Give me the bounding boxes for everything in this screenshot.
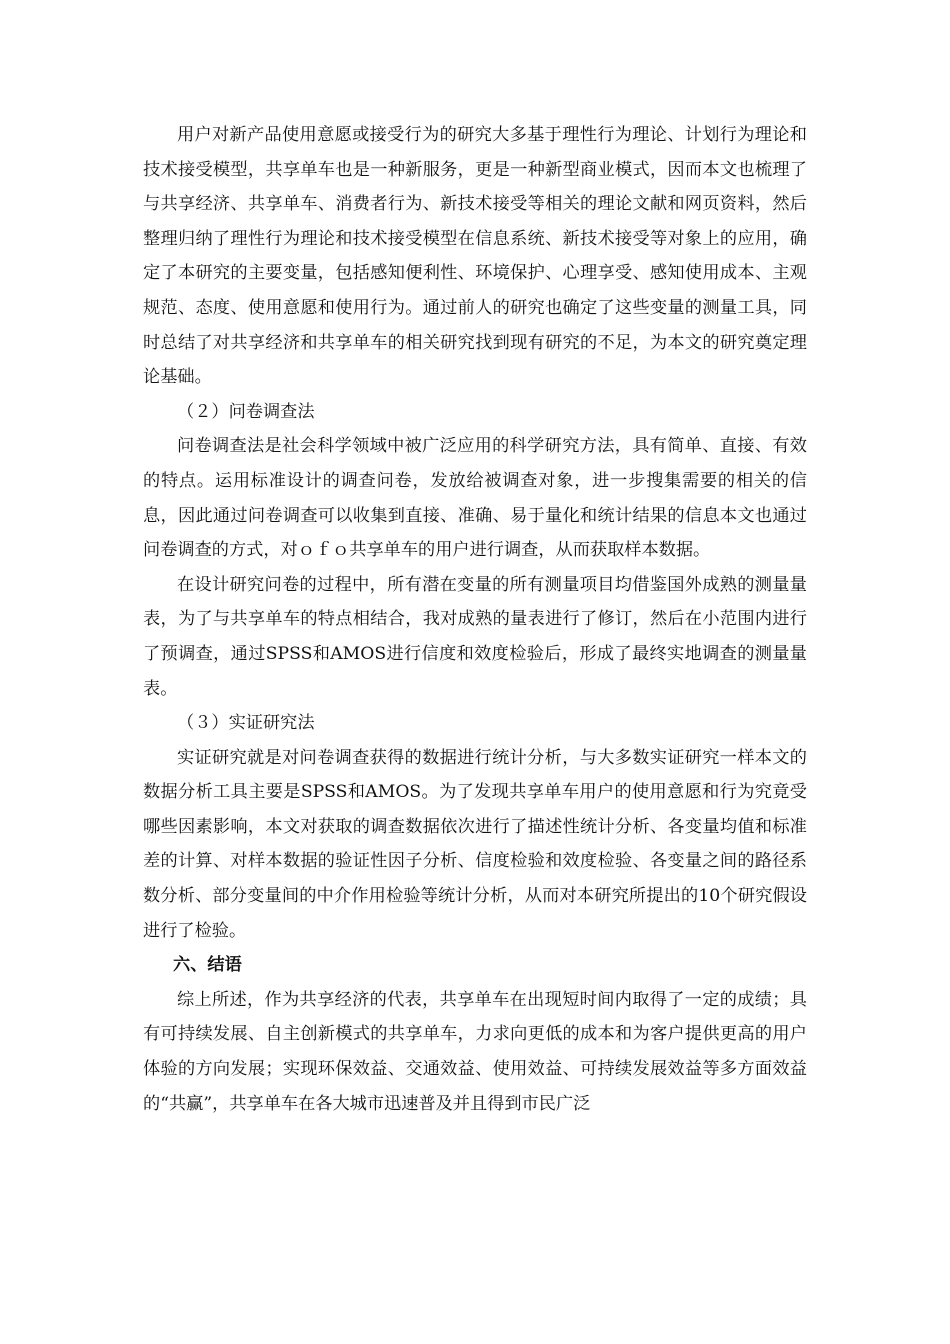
paragraph-conclusion: 综上所述，作为共享经济的代表，共享单车在出现短时间内取得了一定的成绩；具有可持续发展、自主创新模式的共享单车，力求向更低的成本和为客户提供更高的用户体验的方向发展；实现环保效益、交通效益、使用效益、可持续发展效益等多方面效益的“共赢”，共享单车在各大城市迅速普及并且得到市民广泛 xyxy=(143,989,807,1114)
paragraph-empirical: 实证研究就是对问卷调查获得的数据进行统计分析，与大多数实证研究一样本文的数据分析工具主要是SPSS和AMOS。为了发现共享单车用户的使用意愿和行为究竟受哪些因素影响，本文对获取的调查数据依次进行了描述性统计分析、各变量均值和标准差的计算、对样本数据的验证性因子分析、信度检验和效度检验、各变量之间的路径系数分析、部分变量间的中介作用检验等统计分析，从而对本研究所提出的10个研究假设进行了检验。 xyxy=(143,747,807,941)
section-title-conclusion: 六、结语 xyxy=(173,955,242,976)
paragraph-theory: 用户对新产品使用意愿或接受行为的研究大多基于理性行为理论、计划行为理论和技术接受模型，共享单车也是一种新服务，更是一种新型商业模式，因而本文也梳理了与共享经济、共享单车、消费者行为、新技术接受等相关的理论文献和网页资料，然后整理归纳了理性行为理论和技术接受模型在信息系统、新技术接受等对象上的应用，确定了本研究的主要变量，包括感知便利性、环境保护、心理享受、感知使用成本、主观规范、态度、使用意愿和使用行为。通过前人的研究也确定了这些变量的测量工具，同时总结了对共享经济和共享单车的相关研究找到现有研究的不足，为本文的研究奠定理论基础。 xyxy=(143,125,807,388)
paragraph-questionnaire-design: 在设计研究问卷的过程中，所有潜在变量的所有测量项目均借鉴国外成熟的测量量表，为了与共享单车的特点相结合，我对成熟的量表进行了修订，然后在小范围内进行了预调查，通过SPSS和AMOS进行信度和效度检验后，形成了最终实地调查的测量量表。 xyxy=(143,574,807,699)
paragraph-questionnaire: 问卷调查法是社会科学领域中被广泛应用的科学研究方法，具有简单、直接、有效的特点。运用标准设计的调查问卷，发放给被调查对象，进一步搜集需要的相关的信息，因此通过问卷调查可以收集到直接、准确、易于量化和统计结果的信息本文也通过问卷调查的方式，对ｏｆｏ共享单车的用户进行调查，从而获取样本数据。 xyxy=(143,436,807,561)
heading-questionnaire-method: （２）问卷调查法 xyxy=(177,401,315,422)
heading-empirical-method: （３）实证研究法 xyxy=(177,713,315,734)
document-page xyxy=(143,118,807,1121)
